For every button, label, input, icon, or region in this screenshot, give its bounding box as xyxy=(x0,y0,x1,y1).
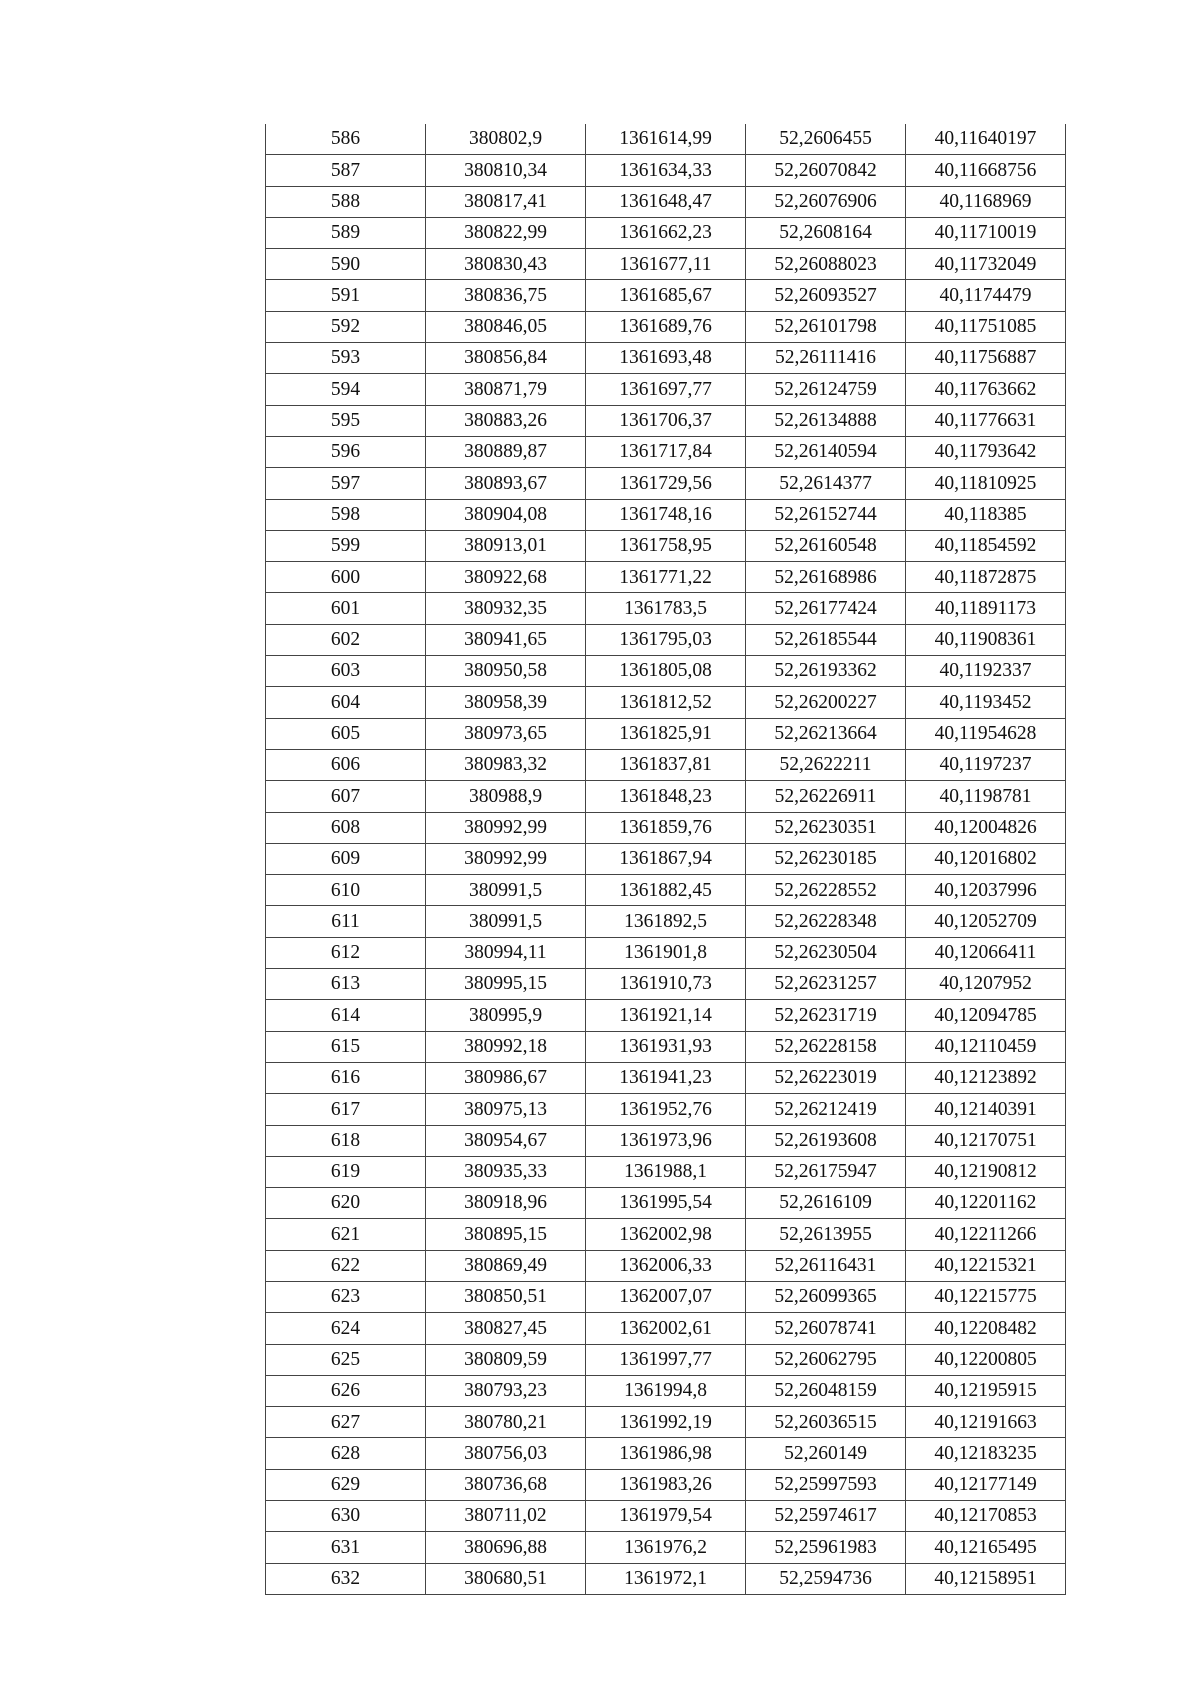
coordinates-table xyxy=(265,124,1066,1595)
table-row xyxy=(266,155,1066,186)
longitude-cell: 40,1207952 xyxy=(906,969,1066,1000)
y-coordinate-cell: 1361910,73 xyxy=(586,969,746,1000)
x-coordinate-cell: 380973,65 xyxy=(426,718,586,749)
table-row xyxy=(266,249,1066,280)
y-coordinate-cell: 1361783,5 xyxy=(586,593,746,624)
table-row xyxy=(266,186,1066,217)
table-row xyxy=(266,1281,1066,1312)
latitude-cell: 52,26228348 xyxy=(746,906,906,937)
latitude-cell: 52,26231257 xyxy=(746,969,906,1000)
table-row xyxy=(266,906,1066,937)
table-row xyxy=(266,1125,1066,1156)
point-number-cell: 591 xyxy=(266,280,426,311)
table-row xyxy=(266,217,1066,248)
longitude-cell: 40,1197237 xyxy=(906,749,1066,780)
point-number-cell: 626 xyxy=(266,1375,426,1406)
table-row xyxy=(266,1000,1066,1031)
point-number-cell: 603 xyxy=(266,656,426,687)
latitude-cell: 52,2613955 xyxy=(746,1219,906,1250)
y-coordinate-cell: 1361689,76 xyxy=(586,311,746,342)
latitude-cell: 52,26200227 xyxy=(746,687,906,718)
table-row xyxy=(266,781,1066,812)
point-number-cell: 622 xyxy=(266,1250,426,1281)
x-coordinate-cell: 380922,68 xyxy=(426,562,586,593)
x-coordinate-cell: 380991,5 xyxy=(426,875,586,906)
latitude-cell: 52,26230504 xyxy=(746,937,906,968)
table-row xyxy=(266,593,1066,624)
table-row xyxy=(266,843,1066,874)
latitude-cell: 52,26230185 xyxy=(746,843,906,874)
x-coordinate-cell: 380793,23 xyxy=(426,1375,586,1406)
x-coordinate-cell: 380827,45 xyxy=(426,1313,586,1344)
longitude-cell: 40,12016802 xyxy=(906,843,1066,874)
latitude-cell: 52,26036515 xyxy=(746,1407,906,1438)
point-number-cell: 600 xyxy=(266,562,426,593)
longitude-cell: 40,11710019 xyxy=(906,217,1066,248)
point-number-cell: 630 xyxy=(266,1501,426,1532)
longitude-cell: 40,11640197 xyxy=(906,124,1066,155)
point-number-cell: 606 xyxy=(266,749,426,780)
point-number-cell: 587 xyxy=(266,155,426,186)
longitude-cell: 40,11810925 xyxy=(906,468,1066,499)
point-number-cell: 589 xyxy=(266,217,426,248)
longitude-cell: 40,12215321 xyxy=(906,1250,1066,1281)
longitude-cell: 40,12191663 xyxy=(906,1407,1066,1438)
point-number-cell: 625 xyxy=(266,1344,426,1375)
point-number-cell: 612 xyxy=(266,937,426,968)
y-coordinate-cell: 1361973,96 xyxy=(586,1125,746,1156)
point-number-cell: 607 xyxy=(266,781,426,812)
longitude-cell: 40,12110459 xyxy=(906,1031,1066,1062)
y-coordinate-cell: 1361988,1 xyxy=(586,1156,746,1187)
longitude-cell: 40,12066411 xyxy=(906,937,1066,968)
point-number-cell: 608 xyxy=(266,812,426,843)
x-coordinate-cell: 380889,87 xyxy=(426,436,586,467)
x-coordinate-cell: 380941,65 xyxy=(426,624,586,655)
point-number-cell: 601 xyxy=(266,593,426,624)
latitude-cell: 52,25974617 xyxy=(746,1501,906,1532)
table-row xyxy=(266,1313,1066,1344)
longitude-cell: 40,12200805 xyxy=(906,1344,1066,1375)
table-row xyxy=(266,1438,1066,1469)
x-coordinate-cell: 380954,67 xyxy=(426,1125,586,1156)
y-coordinate-cell: 1361972,1 xyxy=(586,1563,746,1594)
x-coordinate-cell: 380893,67 xyxy=(426,468,586,499)
y-coordinate-cell: 1361758,95 xyxy=(586,530,746,561)
coordinates-table-body xyxy=(266,124,1066,1594)
latitude-cell: 52,26116431 xyxy=(746,1250,906,1281)
longitude-cell: 40,12183235 xyxy=(906,1438,1066,1469)
y-coordinate-cell: 1361697,77 xyxy=(586,374,746,405)
longitude-cell: 40,11668756 xyxy=(906,155,1066,186)
latitude-cell: 52,2594736 xyxy=(746,1563,906,1594)
longitude-cell: 40,11756887 xyxy=(906,343,1066,374)
table-row xyxy=(266,1375,1066,1406)
latitude-cell: 52,26223019 xyxy=(746,1062,906,1093)
latitude-cell: 52,26070842 xyxy=(746,155,906,186)
x-coordinate-cell: 380932,35 xyxy=(426,593,586,624)
latitude-cell: 52,2622211 xyxy=(746,749,906,780)
x-coordinate-cell: 380904,08 xyxy=(426,499,586,530)
y-coordinate-cell: 1361634,33 xyxy=(586,155,746,186)
latitude-cell: 52,2606455 xyxy=(746,124,906,155)
table-row xyxy=(266,1563,1066,1594)
x-coordinate-cell: 380817,41 xyxy=(426,186,586,217)
table-row xyxy=(266,436,1066,467)
point-number-cell: 613 xyxy=(266,969,426,1000)
table-row xyxy=(266,1031,1066,1062)
x-coordinate-cell: 380696,88 xyxy=(426,1532,586,1563)
table-row xyxy=(266,1469,1066,1500)
point-number-cell: 598 xyxy=(266,499,426,530)
y-coordinate-cell: 1361986,98 xyxy=(586,1438,746,1469)
x-coordinate-cell: 380822,99 xyxy=(426,217,586,248)
latitude-cell: 52,26101798 xyxy=(746,311,906,342)
longitude-cell: 40,11854592 xyxy=(906,530,1066,561)
point-number-cell: 610 xyxy=(266,875,426,906)
longitude-cell: 40,12052709 xyxy=(906,906,1066,937)
y-coordinate-cell: 1361837,81 xyxy=(586,749,746,780)
x-coordinate-cell: 380830,43 xyxy=(426,249,586,280)
x-coordinate-cell: 380918,96 xyxy=(426,1188,586,1219)
point-number-cell: 586 xyxy=(266,124,426,155)
point-number-cell: 616 xyxy=(266,1062,426,1093)
table-row xyxy=(266,1219,1066,1250)
x-coordinate-cell: 380802,9 xyxy=(426,124,586,155)
point-number-cell: 596 xyxy=(266,436,426,467)
y-coordinate-cell: 1361976,2 xyxy=(586,1532,746,1563)
y-coordinate-cell: 1361648,47 xyxy=(586,186,746,217)
table-row xyxy=(266,1501,1066,1532)
latitude-cell: 52,26213664 xyxy=(746,718,906,749)
latitude-cell: 52,26134888 xyxy=(746,405,906,436)
x-coordinate-cell: 380994,11 xyxy=(426,937,586,968)
table-row xyxy=(266,969,1066,1000)
x-coordinate-cell: 380986,67 xyxy=(426,1062,586,1093)
y-coordinate-cell: 1361685,67 xyxy=(586,280,746,311)
x-coordinate-cell: 380992,18 xyxy=(426,1031,586,1062)
point-number-cell: 599 xyxy=(266,530,426,561)
y-coordinate-cell: 1361677,11 xyxy=(586,249,746,280)
point-number-cell: 602 xyxy=(266,624,426,655)
x-coordinate-cell: 380883,26 xyxy=(426,405,586,436)
latitude-cell: 52,25961983 xyxy=(746,1532,906,1563)
y-coordinate-cell: 1362002,98 xyxy=(586,1219,746,1250)
y-coordinate-cell: 1361901,8 xyxy=(586,937,746,968)
point-number-cell: 632 xyxy=(266,1563,426,1594)
latitude-cell: 52,26076906 xyxy=(746,186,906,217)
point-number-cell: 624 xyxy=(266,1313,426,1344)
point-number-cell: 588 xyxy=(266,186,426,217)
y-coordinate-cell: 1361994,8 xyxy=(586,1375,746,1406)
table-row xyxy=(266,343,1066,374)
longitude-cell: 40,11891173 xyxy=(906,593,1066,624)
table-row xyxy=(266,1188,1066,1219)
point-number-cell: 597 xyxy=(266,468,426,499)
x-coordinate-cell: 380995,15 xyxy=(426,969,586,1000)
point-number-cell: 595 xyxy=(266,405,426,436)
x-coordinate-cell: 380846,05 xyxy=(426,311,586,342)
x-coordinate-cell: 380871,79 xyxy=(426,374,586,405)
y-coordinate-cell: 1361931,93 xyxy=(586,1031,746,1062)
table-row xyxy=(266,1407,1066,1438)
latitude-cell: 52,2616109 xyxy=(746,1188,906,1219)
latitude-cell: 52,26175947 xyxy=(746,1156,906,1187)
y-coordinate-cell: 1362002,61 xyxy=(586,1313,746,1344)
latitude-cell: 52,26193362 xyxy=(746,656,906,687)
y-coordinate-cell: 1361614,99 xyxy=(586,124,746,155)
latitude-cell: 52,26185544 xyxy=(746,624,906,655)
table-row xyxy=(266,1532,1066,1563)
longitude-cell: 40,11732049 xyxy=(906,249,1066,280)
y-coordinate-cell: 1361771,22 xyxy=(586,562,746,593)
x-coordinate-cell: 380992,99 xyxy=(426,843,586,874)
latitude-cell: 52,26093527 xyxy=(746,280,906,311)
table-row xyxy=(266,1094,1066,1125)
longitude-cell: 40,118385 xyxy=(906,499,1066,530)
table-row xyxy=(266,875,1066,906)
point-number-cell: 619 xyxy=(266,1156,426,1187)
point-number-cell: 593 xyxy=(266,343,426,374)
longitude-cell: 40,1198781 xyxy=(906,781,1066,812)
longitude-cell: 40,11751085 xyxy=(906,311,1066,342)
y-coordinate-cell: 1361748,16 xyxy=(586,499,746,530)
longitude-cell: 40,12215775 xyxy=(906,1281,1066,1312)
longitude-cell: 40,1192337 xyxy=(906,656,1066,687)
y-coordinate-cell: 1362007,07 xyxy=(586,1281,746,1312)
table-row xyxy=(266,374,1066,405)
x-coordinate-cell: 380950,58 xyxy=(426,656,586,687)
x-coordinate-cell: 380809,59 xyxy=(426,1344,586,1375)
x-coordinate-cell: 380810,34 xyxy=(426,155,586,186)
latitude-cell: 52,26111416 xyxy=(746,343,906,374)
y-coordinate-cell: 1361997,77 xyxy=(586,1344,746,1375)
latitude-cell: 52,26160548 xyxy=(746,530,906,561)
table-row xyxy=(266,1156,1066,1187)
x-coordinate-cell: 380736,68 xyxy=(426,1469,586,1500)
longitude-cell: 40,12170751 xyxy=(906,1125,1066,1156)
x-coordinate-cell: 380856,84 xyxy=(426,343,586,374)
longitude-cell: 40,12208482 xyxy=(906,1313,1066,1344)
point-number-cell: 611 xyxy=(266,906,426,937)
y-coordinate-cell: 1361805,08 xyxy=(586,656,746,687)
point-number-cell: 605 xyxy=(266,718,426,749)
point-number-cell: 592 xyxy=(266,311,426,342)
latitude-cell: 52,26088023 xyxy=(746,249,906,280)
y-coordinate-cell: 1361693,48 xyxy=(586,343,746,374)
y-coordinate-cell: 1361941,23 xyxy=(586,1062,746,1093)
y-coordinate-cell: 1361882,45 xyxy=(586,875,746,906)
table-row xyxy=(266,311,1066,342)
latitude-cell: 52,26152744 xyxy=(746,499,906,530)
longitude-cell: 40,12201162 xyxy=(906,1188,1066,1219)
point-number-cell: 617 xyxy=(266,1094,426,1125)
y-coordinate-cell: 1361717,84 xyxy=(586,436,746,467)
table-row xyxy=(266,468,1066,499)
x-coordinate-cell: 380780,21 xyxy=(426,1407,586,1438)
x-coordinate-cell: 380995,9 xyxy=(426,1000,586,1031)
point-number-cell: 623 xyxy=(266,1281,426,1312)
table-row xyxy=(266,937,1066,968)
x-coordinate-cell: 380975,13 xyxy=(426,1094,586,1125)
latitude-cell: 52,26048159 xyxy=(746,1375,906,1406)
longitude-cell: 40,11872875 xyxy=(906,562,1066,593)
x-coordinate-cell: 380988,9 xyxy=(426,781,586,812)
x-coordinate-cell: 380895,15 xyxy=(426,1219,586,1250)
x-coordinate-cell: 380850,51 xyxy=(426,1281,586,1312)
longitude-cell: 40,12123892 xyxy=(906,1062,1066,1093)
longitude-cell: 40,11908361 xyxy=(906,624,1066,655)
y-coordinate-cell: 1361983,26 xyxy=(586,1469,746,1500)
point-number-cell: 614 xyxy=(266,1000,426,1031)
point-number-cell: 629 xyxy=(266,1469,426,1500)
point-number-cell: 621 xyxy=(266,1219,426,1250)
point-number-cell: 628 xyxy=(266,1438,426,1469)
longitude-cell: 40,1193452 xyxy=(906,687,1066,718)
x-coordinate-cell: 380711,02 xyxy=(426,1501,586,1532)
latitude-cell: 52,26228552 xyxy=(746,875,906,906)
table-row xyxy=(266,812,1066,843)
latitude-cell: 52,2608164 xyxy=(746,217,906,248)
latitude-cell: 52,26193608 xyxy=(746,1125,906,1156)
longitude-cell: 40,12195915 xyxy=(906,1375,1066,1406)
y-coordinate-cell: 1361706,37 xyxy=(586,405,746,436)
point-number-cell: 631 xyxy=(266,1532,426,1563)
latitude-cell: 52,25997593 xyxy=(746,1469,906,1500)
x-coordinate-cell: 380958,39 xyxy=(426,687,586,718)
table-row xyxy=(266,718,1066,749)
y-coordinate-cell: 1361812,52 xyxy=(586,687,746,718)
latitude-cell: 52,26099365 xyxy=(746,1281,906,1312)
table-row xyxy=(266,405,1066,436)
latitude-cell: 52,26140594 xyxy=(746,436,906,467)
longitude-cell: 40,12211266 xyxy=(906,1219,1066,1250)
y-coordinate-cell: 1362006,33 xyxy=(586,1250,746,1281)
longitude-cell: 40,11954628 xyxy=(906,718,1066,749)
longitude-cell: 40,12177149 xyxy=(906,1469,1066,1500)
longitude-cell: 40,12094785 xyxy=(906,1000,1066,1031)
y-coordinate-cell: 1361848,23 xyxy=(586,781,746,812)
longitude-cell: 40,1168969 xyxy=(906,186,1066,217)
table-row xyxy=(266,749,1066,780)
point-number-cell: 620 xyxy=(266,1188,426,1219)
table-row xyxy=(266,280,1066,311)
longitude-cell: 40,12165495 xyxy=(906,1532,1066,1563)
point-number-cell: 618 xyxy=(266,1125,426,1156)
table-row xyxy=(266,562,1066,593)
point-number-cell: 594 xyxy=(266,374,426,405)
y-coordinate-cell: 1361995,54 xyxy=(586,1188,746,1219)
y-coordinate-cell: 1361859,76 xyxy=(586,812,746,843)
x-coordinate-cell: 380869,49 xyxy=(426,1250,586,1281)
longitude-cell: 40,11776631 xyxy=(906,405,1066,436)
table-row xyxy=(266,1250,1066,1281)
x-coordinate-cell: 380991,5 xyxy=(426,906,586,937)
y-coordinate-cell: 1361662,23 xyxy=(586,217,746,248)
y-coordinate-cell: 1361992,19 xyxy=(586,1407,746,1438)
y-coordinate-cell: 1361795,03 xyxy=(586,624,746,655)
table-row xyxy=(266,124,1066,155)
latitude-cell: 52,26124759 xyxy=(746,374,906,405)
longitude-cell: 40,12170853 xyxy=(906,1501,1066,1532)
table-row xyxy=(266,624,1066,655)
y-coordinate-cell: 1361892,5 xyxy=(586,906,746,937)
point-number-cell: 590 xyxy=(266,249,426,280)
table-row xyxy=(266,1062,1066,1093)
point-number-cell: 615 xyxy=(266,1031,426,1062)
longitude-cell: 40,12140391 xyxy=(906,1094,1066,1125)
y-coordinate-cell: 1361979,54 xyxy=(586,1501,746,1532)
point-number-cell: 609 xyxy=(266,843,426,874)
longitude-cell: 40,1174479 xyxy=(906,280,1066,311)
longitude-cell: 40,12037996 xyxy=(906,875,1066,906)
longitude-cell: 40,12158951 xyxy=(906,1563,1066,1594)
latitude-cell: 52,26078741 xyxy=(746,1313,906,1344)
point-number-cell: 627 xyxy=(266,1407,426,1438)
y-coordinate-cell: 1361825,91 xyxy=(586,718,746,749)
latitude-cell: 52,26228158 xyxy=(746,1031,906,1062)
x-coordinate-cell: 380983,32 xyxy=(426,749,586,780)
table-row xyxy=(266,530,1066,561)
longitude-cell: 40,11763662 xyxy=(906,374,1066,405)
x-coordinate-cell: 380935,33 xyxy=(426,1156,586,1187)
latitude-cell: 52,26062795 xyxy=(746,1344,906,1375)
longitude-cell: 40,11793642 xyxy=(906,436,1066,467)
table-row xyxy=(266,687,1066,718)
latitude-cell: 52,26168986 xyxy=(746,562,906,593)
x-coordinate-cell: 380913,01 xyxy=(426,530,586,561)
y-coordinate-cell: 1361867,94 xyxy=(586,843,746,874)
latitude-cell: 52,26226911 xyxy=(746,781,906,812)
longitude-cell: 40,12190812 xyxy=(906,1156,1066,1187)
y-coordinate-cell: 1361952,76 xyxy=(586,1094,746,1125)
x-coordinate-cell: 380836,75 xyxy=(426,280,586,311)
latitude-cell: 52,26230351 xyxy=(746,812,906,843)
y-coordinate-cell: 1361921,14 xyxy=(586,1000,746,1031)
x-coordinate-cell: 380756,03 xyxy=(426,1438,586,1469)
latitude-cell: 52,26231719 xyxy=(746,1000,906,1031)
x-coordinate-cell: 380680,51 xyxy=(426,1563,586,1594)
table-row xyxy=(266,656,1066,687)
point-number-cell: 604 xyxy=(266,687,426,718)
latitude-cell: 52,26212419 xyxy=(746,1094,906,1125)
y-coordinate-cell: 1361729,56 xyxy=(586,468,746,499)
x-coordinate-cell: 380992,99 xyxy=(426,812,586,843)
longitude-cell: 40,12004826 xyxy=(906,812,1066,843)
table-row xyxy=(266,1344,1066,1375)
latitude-cell: 52,260149 xyxy=(746,1438,906,1469)
latitude-cell: 52,26177424 xyxy=(746,593,906,624)
latitude-cell: 52,2614377 xyxy=(746,468,906,499)
table-row xyxy=(266,499,1066,530)
